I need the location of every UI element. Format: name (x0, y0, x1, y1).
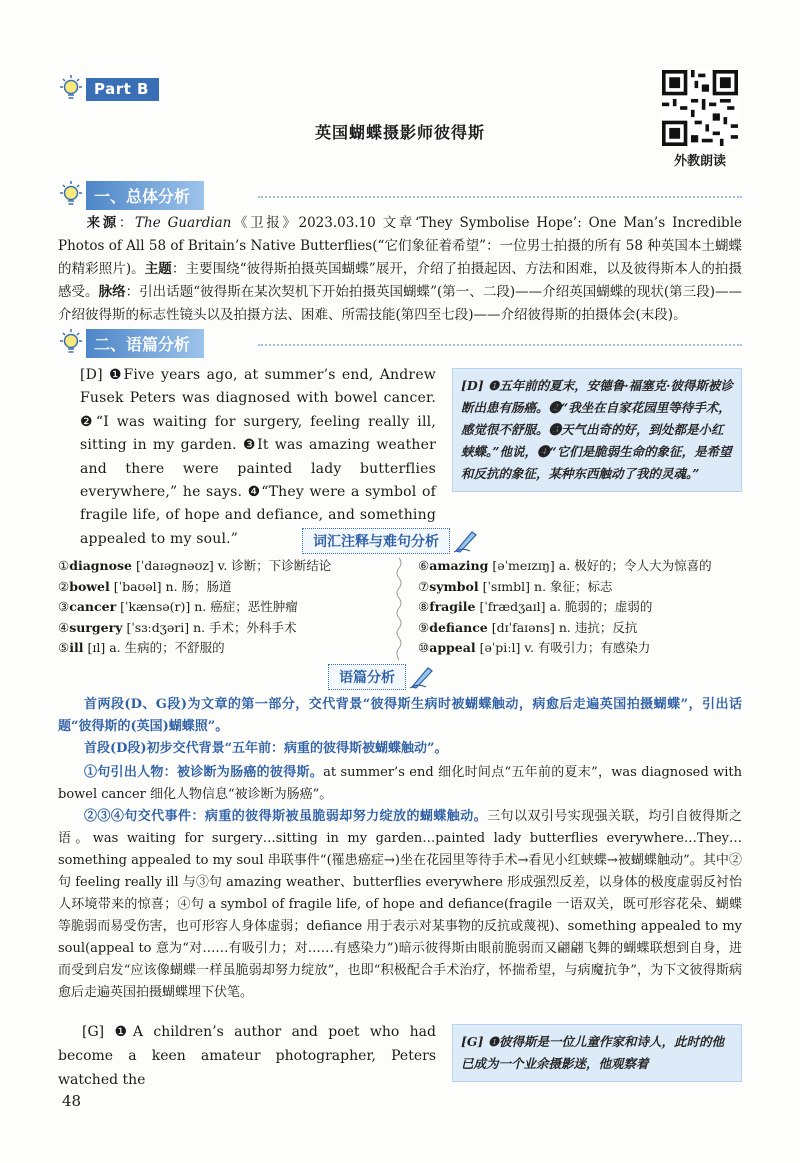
part-label: Part B (86, 78, 159, 101)
analysis-title: 语篇分析 (328, 664, 406, 690)
source-label: 来源 (84, 215, 119, 231)
lightbulb-icon (58, 74, 84, 104)
context-text: ：引出话题“彼得斯在某次契机下开始拍摄英国蝴蝶”(第一、二段)——介绍英国蝴蝶的现状(第三段)——介绍彼得斯的标志性镜头以及拍摄方法、困难、所需技能(第四至七段)——介绍彼得斯的拍摄体会(末段)。 (58, 284, 743, 323)
part-badge (58, 74, 159, 104)
analysis-heading (328, 664, 434, 690)
section-title: 二、语篇分析 (86, 329, 204, 358)
vocab-def: n. 肠；肠道 (165, 578, 232, 594)
theme-label: 主题 (144, 261, 172, 277)
vocab-word: ill (69, 640, 84, 655)
paragraph-d-chinese: [D] ❶五年前的夏末，安德鲁·福塞克·彼得斯被诊断出患有肠癌。❷“我坐在自家花园里等待手术，感觉很不舒服。❸天气出奇的好，到处都是小红蛱蝶。”他说，❹“它们是脆弱生命的象征，是希望和反抗的象征，某种东西触动了我的灵魂。” (452, 368, 742, 492)
analysis-para-d-summary: 首段(D段)初步交代背景“五年前：病重的彼得斯被蝴蝶触动”。 (84, 741, 448, 756)
section-title: 一、总体分析 (86, 181, 204, 210)
vocab-word: defiance (429, 619, 488, 635)
analysis-sentence-234 (58, 806, 742, 1004)
page-title: 英国蝴蝶摄影师彼得斯 (314, 123, 485, 142)
vocab-word: symbol (429, 578, 479, 594)
vocab-title: 词汇注释与难句分析 (302, 528, 450, 554)
analysis-sentence-234-detail: 三句以双引号实现强关联，均引自彼得斯之语。was waiting for surgery…sitting in my garden…painted lady butterflies everywhere…They…something appealed to my soul 串联事件“(罹患癌症→)坐在花园里等待手术→看见小红蛱蝶→被蝴蝶触动”。其中②句 feeling really ill 与③句 amazing weather、butterflies everywhere 形成强烈反差，以身体的极度虚弱反衬怡人环境带来的惊喜；④句 a symbol of fragile life, of hope and defiance(fragile 一语双关，既可形容花朵、蝴蝶等脆弱而易受伤害，也可形容人身体虚弱；defiance 用于表示对某事物的反抗或蔑视)、something appealed to my soul(appeal to 意为“对……有吸引力；对……有感染力”)暗示彼得斯由眼前脆弱而又翩翩飞舞的蝴蝶联想到自身，进而受到启发“应该像蝴蝶一样虽脆弱却努力绽放”，也即“积极配合手术治疗，怀揣希望，与病魔抗争”，为下文彼得斯病愈后走遍英国拍摄蝴蝶埋下伏笔。 (58, 809, 742, 1000)
vocab-ipa: [ɪl] (87, 640, 106, 655)
binding-spine-decoration (395, 558, 403, 660)
vocab-num: ④ (58, 619, 70, 635)
vocab-def: n. 象征；标志 (534, 578, 613, 594)
vocab-item (418, 577, 742, 598)
vocab-def: n. 手术；外科手术 (193, 619, 297, 635)
vocab-ipa: [əˈmeɪzɪŋ] (492, 558, 555, 573)
vocab-item (418, 597, 742, 618)
vocab-list-right (418, 556, 742, 659)
vocab-num: ① (58, 558, 70, 573)
vocab-ipa: [ˈsɪmbl] (482, 578, 531, 594)
overall-analysis-paragraph (58, 212, 742, 327)
paragraph-g-english: [G] ❶A children’s author and poet who had become a keen amateur photographer, Peters watched the (58, 1024, 436, 1088)
theme-text: ：主要围绕“彼得斯拍摄英国蝴蝶”展开，介绍了拍摄起因、方法和困难，以及彼得斯本人的拍摄感受。 (58, 261, 742, 300)
vocab-num: ⑨ (418, 619, 430, 635)
divider (258, 196, 742, 198)
vocab-ipa: [dɪˈfaɪəns] (491, 619, 555, 635)
vocab-item (58, 638, 388, 659)
vocab-def: a. 极好的；令人大为惊喜的 (558, 558, 712, 573)
vocab-ipa: [ˈbaʊəl] (113, 578, 162, 594)
page-number: 48 (62, 1092, 82, 1110)
pen-icon (452, 529, 478, 553)
source-text: 《卫报》2023.03.10 文章‘They Symbolise Hope’: One Man’s Incredible Photos of All 58 of Britain’s Native Butterflies(“它们象征着希望”：一位男士拍摄的所有 58 种英国本土蝴蝶的精彩照片)。 (58, 215, 743, 277)
vocab-ipa: [ˈkænsə(r)] (120, 599, 191, 614)
context-label: 脉络 (98, 284, 126, 300)
vocab-item (58, 577, 388, 598)
vocab-word: diagnose (69, 558, 132, 573)
vocab-def: v. 诊断；下诊断结论 (217, 558, 332, 573)
vocab-def: v. 有吸引力；有感染力 (524, 640, 651, 655)
vocab-ipa: [ˈsɜːdʒəri] (126, 619, 190, 635)
section-discourse-heading (58, 328, 204, 358)
vocab-word: amazing (429, 558, 489, 573)
vocab-word: cancer (69, 599, 117, 614)
source-publication: The Guardian (135, 215, 232, 231)
vocab-def: n. 违抗；反抗 (558, 619, 638, 635)
vocab-word: bowel (69, 578, 110, 594)
vocab-num: ⑩ (418, 640, 430, 655)
vocab-num: ⑦ (418, 578, 430, 594)
vocab-num: ② (58, 578, 70, 594)
vocab-ipa: [ˈfrædʒaɪl] (479, 599, 546, 614)
vocab-word: surgery (69, 619, 123, 635)
vocab-item (418, 556, 742, 577)
source-colon: ： (118, 215, 136, 231)
analysis-sentence-1-focus: ①句引出人物：被诊断为肠癌的彼得斯。 (84, 765, 324, 780)
vocab-num: ⑥ (418, 558, 430, 573)
vocab-item (418, 618, 742, 639)
analysis-sentence-1 (58, 762, 742, 806)
analysis-intro: 首两段(D、G段)为文章的第一部分，交代背景“彼得斯生病时被蝴蝶触动，病愈后走遍英国拍摄蝴蝶”，引出话题“彼得斯的(英国)蝴蝶照”。 (58, 697, 742, 734)
pen-icon (408, 665, 434, 689)
vocab-def: n. 癌症；恶性肿瘤 (194, 599, 298, 614)
lightbulb-icon (58, 180, 84, 210)
vocab-ipa: [əˈpiːl] (479, 640, 521, 655)
vocab-word: fragile (429, 599, 476, 614)
vocab-def: a. 脆弱的；虚弱的 (549, 599, 653, 614)
vocab-num: ③ (58, 599, 70, 614)
analysis-sentence-234-focus: ②③④句交代事件：病重的彼得斯被虽脆弱却努力绽放的蝴蝶触动。 (84, 809, 488, 824)
section-overall-heading (58, 180, 204, 210)
vocab-def: a. 生病的；不舒服的 (109, 640, 225, 655)
vocab-num: ⑧ (418, 599, 430, 614)
divider (258, 344, 742, 346)
vocab-item (58, 618, 388, 639)
vocab-word: appeal (429, 640, 476, 655)
vocab-num: ⑤ (58, 640, 70, 655)
vocab-ipa: [ˈdaɪəɡnəʊz] (135, 558, 214, 573)
vocab-heading (302, 528, 478, 554)
lightbulb-icon (58, 328, 84, 358)
vocab-list-left (58, 556, 388, 659)
vocab-item (58, 597, 388, 618)
vocab-item (418, 638, 742, 659)
paragraph-g-chinese: [G] ❶彼得斯是一位儿童作家和诗人，此时的他已成为一个业余摄影迷，他观察着 (452, 1024, 742, 1082)
qr-caption: 外教朗读 (673, 154, 726, 169)
qr-code-icon[interactable] (662, 70, 738, 146)
paragraph-d-english: [D] ❶Five years ago, at summer’s end, Andrew Fusek Peters was diagnosed with bowel cancer. ❷“I was waiting for surgery, feeling really ill, sitting in my garden. ❸It was amazing weather and there were painted lady butterflies everywhere,” he says. ❹“They were a symbol of fragile life, of hope and defiance, and something appealed to my soul.” (80, 367, 436, 547)
analysis-sentence-1-detail: at summer’s end 细化时间点“五年前的夏末”，was diagnosed with bowel cancer 细化人物信息“被诊断为肠癌”。 (58, 765, 742, 802)
vocab-item (58, 556, 388, 577)
